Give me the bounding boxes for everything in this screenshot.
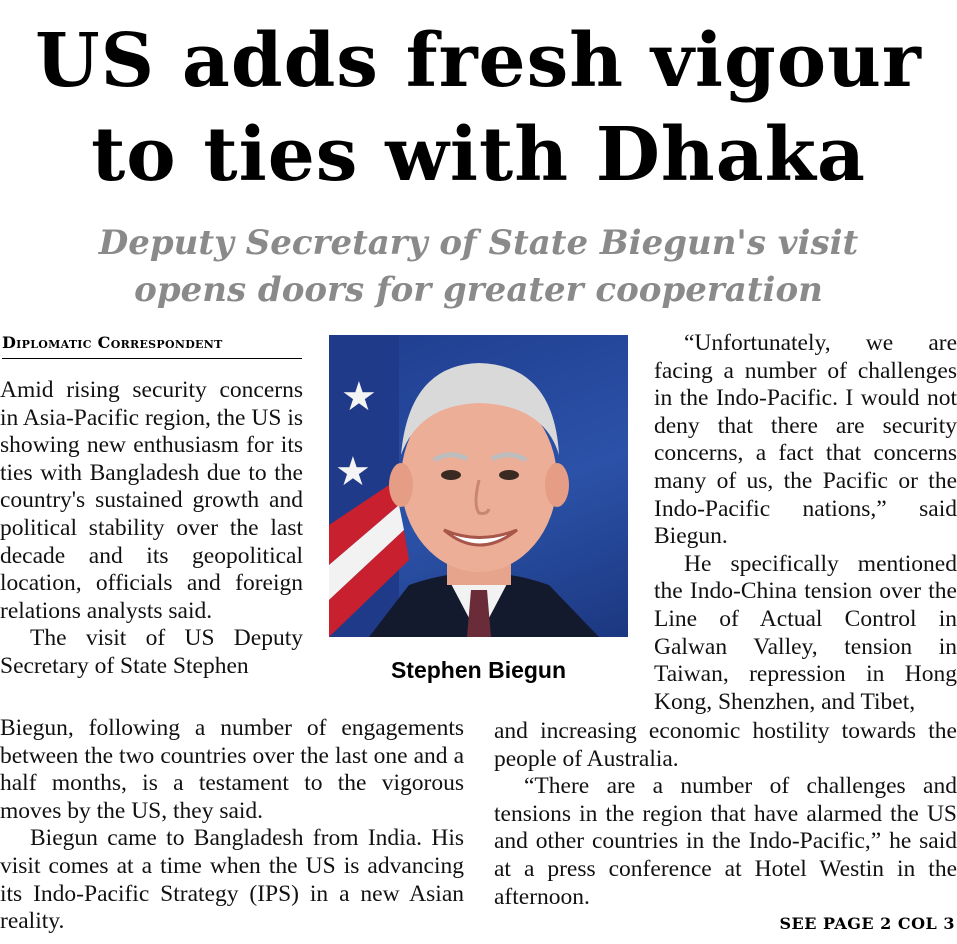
paragraph: “There are a number of challenges and tensions in the region that have alarmed the US and other countries in the Indo-Pacific,” he said at a press conference at Hotel Westin in the afternoon. (494, 773, 957, 910)
paragraph: The visit of US Deputy Secretary of State Stephen (0, 625, 303, 679)
photo-caption: Stephen Biegun (390, 657, 567, 683)
paragraph: “Unfortunately, we are facing a number of challenges in the Indo-Pacific. I would not deny that there are security concerns, a fact that concerns many of us, the Pacific or the Indo-Pacific nations,” said Biegun. (654, 330, 957, 550)
byline: Diplomatic Correspondent (2, 333, 302, 359)
article-column-1 (0, 377, 303, 681)
subheadline-line-1: Deputy Secretary of State Biegun's visit (98, 223, 859, 263)
subheadline (0, 220, 957, 314)
headline-line-2: to ties with Dhaka (91, 112, 866, 198)
article-column-3 (654, 330, 957, 716)
portrait-illustration (329, 335, 628, 637)
portrait-photo (329, 335, 628, 637)
headline (0, 14, 957, 202)
paragraph: Biegun came to Bangladesh from India. His visit comes at a time when the US is advancing its Indo-Pacific Strategy (IPS) in a new Asian reality. (0, 825, 464, 935)
paragraph: Biegun, following a number of engagements between the two countries over the last one and a half months, is a testament to the vigorous moves by the US, they said. (0, 715, 464, 824)
paragraph: He specifically mentioned the Indo-China tension over the Line of Actual Control in Galwan Valley, tension in Taiwan, repression in Hong Kong, Shenzhen, and Tibet, (654, 550, 957, 715)
subheadline-line-2: opens doors for greater cooperation (134, 270, 823, 310)
article-column-3-continued (494, 718, 957, 911)
continued-on-page-note: SEE PAGE 2 COL 3 (779, 914, 955, 933)
paragraph: Amid rising security concerns in Asia-Pacific region, the US is showing new enthusiasm for its ties with Bangladesh due to the country's sustained growth and political stability over the last decade and its geopolitical location, officials and foreign relations analysts said. (0, 377, 303, 624)
article-column-1-continued (0, 715, 464, 936)
headline-line-1: US adds fresh vigour (35, 18, 922, 104)
svg-text:★: ★ (335, 449, 371, 495)
paragraph: and increasing economic hostility towards the people of Australia. (494, 718, 957, 772)
svg-text:★: ★ (341, 374, 377, 420)
